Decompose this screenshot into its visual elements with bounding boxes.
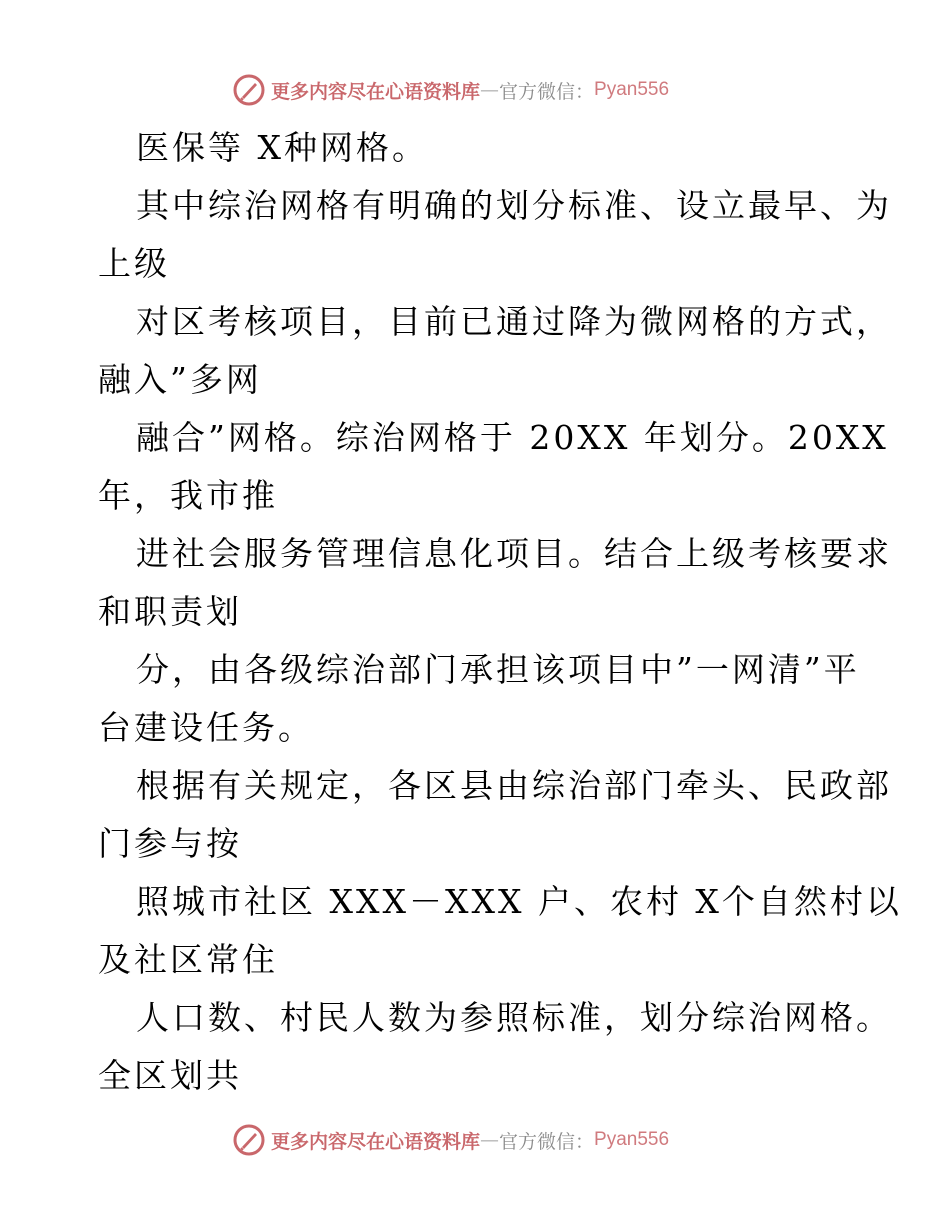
- watermark-wechat-label: 官方微信：: [499, 80, 595, 103]
- watermark-main-text: 更多内容尽在心语资料库: [271, 80, 481, 103]
- watermark-dash: —: [480, 79, 500, 101]
- body-line: 和职责划: [98, 592, 242, 631]
- watermark-wechat-id: Pyan556: [594, 79, 670, 100]
- body-line: 照城市社区 XXX－XXX 户、农村 X个自然村以: [136, 882, 902, 921]
- footer-watermark: [233, 1123, 669, 1157]
- body-line: 进社会服务管理信息化项目。结合上级考核要求: [136, 534, 892, 573]
- body-line: 对区考核项目，目前已通过降为微网格的方式，: [136, 302, 892, 341]
- watermark-main-text: 更多内容尽在心语资料库: [271, 1130, 481, 1153]
- body-line: 全区划共: [98, 1056, 242, 1095]
- body-line: 上级: [98, 244, 170, 283]
- body-line: 年，我市推: [98, 476, 278, 515]
- body-line: 台建设任务。: [98, 708, 314, 747]
- body-line: 融入”多网: [98, 360, 262, 399]
- body-line: 根据有关规定，各区县由综治部门牵头、民政部: [136, 766, 892, 805]
- quill-pen-logo-icon: [233, 1124, 265, 1156]
- body-line: 融合”网格。综治网格于 20XX 年划分。20XX: [136, 418, 889, 457]
- body-line: 医保等 X种网格。: [136, 128, 428, 167]
- watermark-wechat-label: 官方微信：: [499, 1130, 595, 1153]
- watermark-wechat-id: Pyan556: [594, 1129, 670, 1150]
- body-line: 其中综治网格有明确的划分标准、设立最早、为: [136, 186, 892, 225]
- body-line: 分，由各级综治部门承担该项目中”一网清”平: [136, 650, 860, 689]
- watermark-dash: —: [480, 1129, 500, 1151]
- body-line: 人口数、村民人数为参照标准，划分综治网格。: [136, 998, 892, 1037]
- body-line: 及社区常住: [98, 940, 278, 979]
- body-line: 门参与按: [98, 824, 242, 863]
